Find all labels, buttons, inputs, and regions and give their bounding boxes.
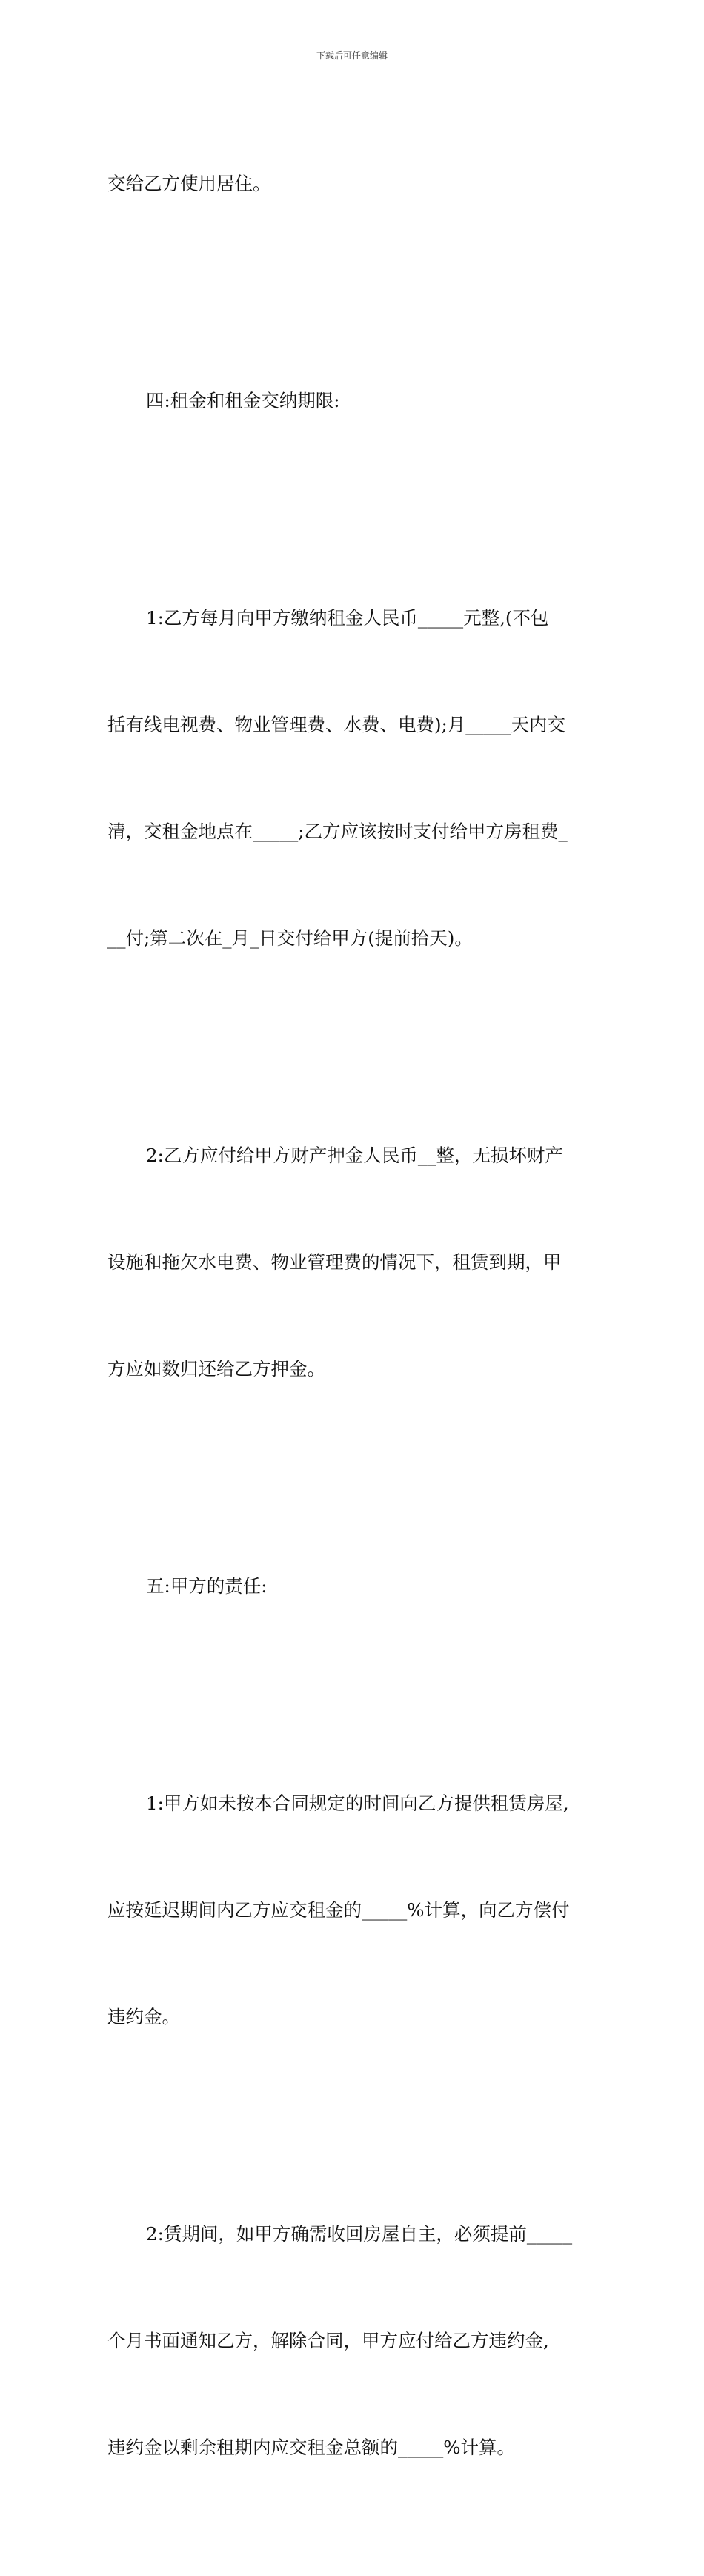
clause-rent-payment [107,529,600,1027]
text-line: 括有线电视费、物业管理费、水费、电费);月_____天内交 [107,714,566,735]
clause-late-delivery [107,1715,600,2106]
section-heading-landlord-duties [107,1497,600,1675]
clause-early-termination [107,2145,600,2537]
text-line: __付;第二次在_月_日交付给甲方(提前拾天)。 [107,927,473,949]
header-note: 下载后可任意编辑 [316,50,388,61]
text-line: 四:租金和租金交纳期限: [146,390,340,411]
text-line: 设施和拖欠水电费、物业管理费的情况下，租赁到期，甲 [107,1251,562,1273]
text-line: 五:甲方的责任: [146,1575,268,1597]
text-line: 清，交租金地点在_____;乙方应该按时支付给甲方房租费_ [107,821,568,842]
clause-deposit [107,1067,600,1458]
text-line: 违约金。 [107,2006,180,2027]
text-line: 2:赁期间，如甲方确需收回房屋自主，必须提前_____ [146,2223,573,2245]
text-line: 1:甲方如未按本合同规定的时间向乙方提供租赁房屋, [146,1792,569,1814]
text-line: 应按延迟期间内乙方应交租金的_____%计算，向乙方偿付 [107,1899,570,1921]
text-line: 违约金以剩余租期内应交租金总额的_____%计算。 [107,2437,516,2458]
section-heading-rent [107,312,600,490]
text-line: 1:乙方每月向甲方缴纳租金人民币_____元整,(不包 [146,607,549,629]
text-line: 方应如数归还给乙方押金。 [107,1358,325,1380]
text-line: 2:乙方应付给甲方财产押金人民币__整，无损坏财产 [146,1145,563,1166]
text-line: 交给乙方使用居住。 [107,173,271,194]
document-body [107,95,600,2576]
text-line: 个月书面通知乙方，解除合同，甲方应付给乙方违约金, [107,2330,549,2351]
paragraph-continuation [107,95,600,273]
